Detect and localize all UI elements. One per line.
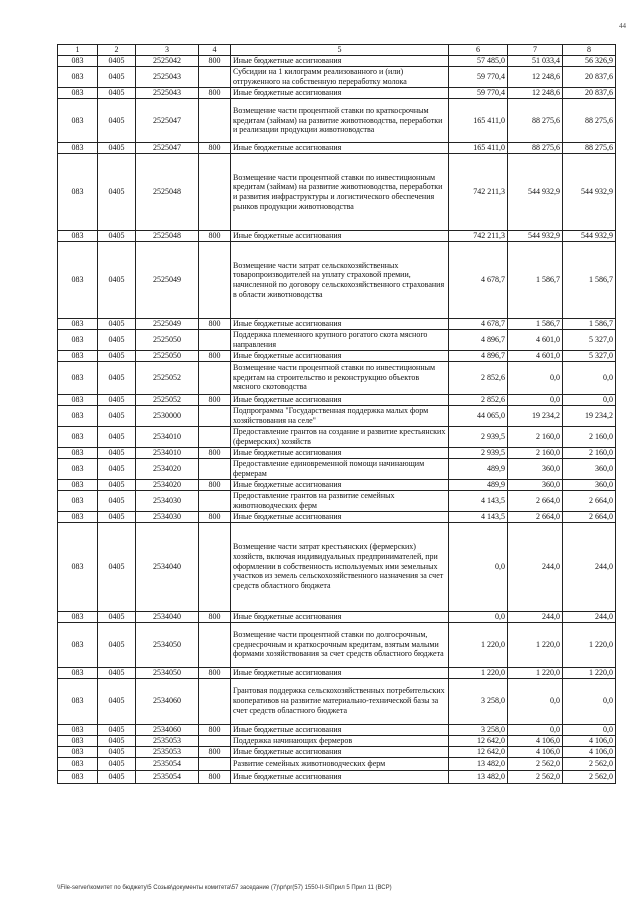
target-article-cell: 2534050 bbox=[136, 622, 199, 667]
target-article-cell: 2525047 bbox=[136, 143, 199, 154]
target-article-cell: 2525052 bbox=[136, 361, 199, 394]
expense-type-cell bbox=[199, 622, 231, 667]
code-cell: 083 bbox=[58, 405, 98, 426]
table-row bbox=[58, 667, 616, 678]
amount-cell-6: 2 852,6 bbox=[449, 394, 508, 405]
amount-cell-8: 2 160,0 bbox=[563, 426, 616, 447]
description-cell: Иные бюджетные ассигнования bbox=[231, 479, 449, 490]
description-cell: Развитие семейных животноводческих ферм bbox=[231, 757, 449, 770]
code-cell: 083 bbox=[58, 242, 98, 319]
table-body bbox=[58, 45, 616, 784]
target-article-cell: 2534010 bbox=[136, 426, 199, 447]
table-row bbox=[58, 511, 616, 522]
section-cell: 0405 bbox=[98, 511, 136, 522]
amount-cell-7: 1 586,7 bbox=[508, 319, 563, 330]
target-article-cell: 2535053 bbox=[136, 735, 199, 746]
section-cell: 0405 bbox=[98, 746, 136, 757]
amount-cell-7: 360,0 bbox=[508, 479, 563, 490]
table-row bbox=[58, 522, 616, 611]
expense-type-cell bbox=[199, 99, 231, 143]
amount-cell-8: 4 106,0 bbox=[563, 735, 616, 746]
amount-cell-6: 0,0 bbox=[449, 611, 508, 622]
table-row bbox=[58, 350, 616, 361]
expense-type-cell: 800 bbox=[199, 511, 231, 522]
section-cell: 0405 bbox=[98, 622, 136, 667]
section-cell: 0405 bbox=[98, 361, 136, 394]
amount-cell-7: 4 601,0 bbox=[508, 330, 563, 351]
section-cell: 0405 bbox=[98, 735, 136, 746]
header-cell: 4 bbox=[199, 45, 231, 56]
amount-cell-6: 2 939,5 bbox=[449, 447, 508, 458]
amount-cell-6: 59 770,4 bbox=[449, 88, 508, 99]
amount-cell-7: 0,0 bbox=[508, 678, 563, 724]
section-cell: 0405 bbox=[98, 490, 136, 511]
table-row bbox=[58, 330, 616, 351]
amount-cell-6: 4 896,7 bbox=[449, 330, 508, 351]
description-cell: Возмещение части процентной ставки по краткосрочным кредитам (займам) на развитие животноводства, переработки и реализации продукции животноводства bbox=[231, 99, 449, 143]
header-cell: 2 bbox=[98, 45, 136, 56]
target-article-cell: 2525050 bbox=[136, 350, 199, 361]
description-cell: Иные бюджетные ассигнования bbox=[231, 724, 449, 735]
amount-cell-8: 360,0 bbox=[563, 479, 616, 490]
amount-cell-8: 544 932,9 bbox=[563, 154, 616, 231]
description-cell: Предоставление грантов на развитие семейных животноводческих ферм bbox=[231, 490, 449, 511]
expense-type-cell bbox=[199, 154, 231, 231]
amount-cell-7: 12 248,6 bbox=[508, 88, 563, 99]
section-cell: 0405 bbox=[98, 458, 136, 479]
code-cell: 083 bbox=[58, 667, 98, 678]
amount-cell-8: 1 586,7 bbox=[563, 319, 616, 330]
target-article-cell: 2525042 bbox=[136, 56, 199, 67]
description-cell: Субсидии на 1 килограмм реализованного и (или) отгруженного на собственную переработку молока bbox=[231, 67, 449, 88]
code-cell: 083 bbox=[58, 735, 98, 746]
amount-cell-8: 360,0 bbox=[563, 458, 616, 479]
expense-type-cell bbox=[199, 490, 231, 511]
amount-cell-8: 2 562,0 bbox=[563, 757, 616, 770]
section-cell: 0405 bbox=[98, 350, 136, 361]
amount-cell-7: 244,0 bbox=[508, 611, 563, 622]
amount-cell-6: 3 258,0 bbox=[449, 724, 508, 735]
code-cell: 083 bbox=[58, 746, 98, 757]
amount-cell-6: 742 211,3 bbox=[449, 231, 508, 242]
code-cell: 083 bbox=[58, 394, 98, 405]
section-cell: 0405 bbox=[98, 770, 136, 783]
amount-cell-6: 12 642,0 bbox=[449, 735, 508, 746]
target-article-cell: 2534040 bbox=[136, 522, 199, 611]
expense-type-cell: 800 bbox=[199, 88, 231, 99]
amount-cell-8: 19 234,2 bbox=[563, 405, 616, 426]
amount-cell-6: 4 678,7 bbox=[449, 242, 508, 319]
target-article-cell: 2535053 bbox=[136, 746, 199, 757]
amount-cell-7: 244,0 bbox=[508, 522, 563, 611]
amount-cell-7: 51 033,4 bbox=[508, 56, 563, 67]
description-cell: Поддержка племенного крупного рогатого скота мясного направления bbox=[231, 330, 449, 351]
target-article-cell: 2534020 bbox=[136, 479, 199, 490]
section-cell: 0405 bbox=[98, 154, 136, 231]
code-cell: 083 bbox=[58, 458, 98, 479]
description-cell: Возмещение части процентной ставки по инвестиционным кредитам (займам) на развитие животноводства, переработки и развития инфраструктуры и логистического обеспечения рынков продукции животноводства bbox=[231, 154, 449, 231]
code-cell: 083 bbox=[58, 522, 98, 611]
amount-cell-7: 2 664,0 bbox=[508, 490, 563, 511]
expense-type-cell: 800 bbox=[199, 143, 231, 154]
table-row bbox=[58, 143, 616, 154]
section-cell: 0405 bbox=[98, 405, 136, 426]
amount-cell-7: 2 160,0 bbox=[508, 426, 563, 447]
description-cell: Иные бюджетные ассигнования bbox=[231, 143, 449, 154]
expense-type-cell bbox=[199, 678, 231, 724]
code-cell: 083 bbox=[58, 56, 98, 67]
expense-type-cell bbox=[199, 242, 231, 319]
amount-cell-7: 88 275,6 bbox=[508, 143, 563, 154]
amount-cell-8: 1 586,7 bbox=[563, 242, 616, 319]
code-cell: 083 bbox=[58, 490, 98, 511]
expense-type-cell: 800 bbox=[199, 447, 231, 458]
description-cell: Предоставление грантов на создание и развитие крестьянских (фермерских) хозяйств bbox=[231, 426, 449, 447]
page-number: 44 bbox=[619, 22, 626, 30]
table-row bbox=[58, 67, 616, 88]
target-article-cell: 2525049 bbox=[136, 319, 199, 330]
amount-cell-8: 4 106,0 bbox=[563, 746, 616, 757]
target-article-cell: 2534030 bbox=[136, 511, 199, 522]
description-cell: Грантовая поддержка сельскохозяйственных потребительских кооперативов на развитие материально-технической базы за счет средств областного бюджета bbox=[231, 678, 449, 724]
target-article-cell: 2534060 bbox=[136, 724, 199, 735]
amount-cell-7: 88 275,6 bbox=[508, 99, 563, 143]
file-path-footer: \\File-server\комитет по бюджету\5 Созыв\документы комитета\57 заседание (7)\pr\pr(57) 1550-II-5\Прил 5 Прил 11 (ВСР) bbox=[57, 885, 392, 891]
table-row bbox=[58, 622, 616, 667]
amount-cell-7: 1 586,7 bbox=[508, 242, 563, 319]
target-article-cell: 2525047 bbox=[136, 99, 199, 143]
section-cell: 0405 bbox=[98, 143, 136, 154]
table-row bbox=[58, 426, 616, 447]
description-cell: Иные бюджетные ассигнования bbox=[231, 319, 449, 330]
code-cell: 083 bbox=[58, 426, 98, 447]
description-cell: Поддержка начинающих фермеров bbox=[231, 735, 449, 746]
table-row bbox=[58, 678, 616, 724]
amount-cell-8: 0,0 bbox=[563, 678, 616, 724]
target-article-cell: 2530000 bbox=[136, 405, 199, 426]
table-row bbox=[58, 746, 616, 757]
header-cell: 6 bbox=[449, 45, 508, 56]
header-cell: 7 bbox=[508, 45, 563, 56]
amount-cell-7: 4 106,0 bbox=[508, 746, 563, 757]
amount-cell-8: 0,0 bbox=[563, 724, 616, 735]
amount-cell-8: 2 160,0 bbox=[563, 447, 616, 458]
target-article-cell: 2525048 bbox=[136, 231, 199, 242]
description-cell: Иные бюджетные ассигнования bbox=[231, 231, 449, 242]
section-cell: 0405 bbox=[98, 394, 136, 405]
amount-cell-7: 0,0 bbox=[508, 361, 563, 394]
amount-cell-6: 165 411,0 bbox=[449, 99, 508, 143]
description-cell: Возмещение части процентной ставки по инвестиционным кредитам на строительство и реконструкцию объектов мясного скотоводства bbox=[231, 361, 449, 394]
code-cell: 083 bbox=[58, 67, 98, 88]
description-cell: Иные бюджетные ассигнования bbox=[231, 770, 449, 783]
description-cell: Подпрограмма "Государственная поддержка малых форм хозяйствования на селе" bbox=[231, 405, 449, 426]
target-article-cell: 2525052 bbox=[136, 394, 199, 405]
code-cell: 083 bbox=[58, 511, 98, 522]
section-cell: 0405 bbox=[98, 611, 136, 622]
amount-cell-8: 20 837,6 bbox=[563, 67, 616, 88]
amount-cell-6: 489,9 bbox=[449, 458, 508, 479]
header-cell: 5 bbox=[231, 45, 449, 56]
amount-cell-8: 0,0 bbox=[563, 361, 616, 394]
code-cell: 083 bbox=[58, 611, 98, 622]
target-article-cell: 2534040 bbox=[136, 611, 199, 622]
amount-cell-7: 0,0 bbox=[508, 724, 563, 735]
amount-cell-8: 1 220,0 bbox=[563, 667, 616, 678]
amount-cell-6: 1 220,0 bbox=[449, 667, 508, 678]
amount-cell-7: 1 220,0 bbox=[508, 667, 563, 678]
target-article-cell: 2534020 bbox=[136, 458, 199, 479]
section-cell: 0405 bbox=[98, 724, 136, 735]
amount-cell-8: 2 664,0 bbox=[563, 490, 616, 511]
amount-cell-8: 2 664,0 bbox=[563, 511, 616, 522]
section-cell: 0405 bbox=[98, 667, 136, 678]
amount-cell-7: 2 562,0 bbox=[508, 770, 563, 783]
expense-type-cell: 800 bbox=[199, 770, 231, 783]
amount-cell-7: 2 664,0 bbox=[508, 511, 563, 522]
code-cell: 083 bbox=[58, 350, 98, 361]
amount-cell-7: 0,0 bbox=[508, 394, 563, 405]
section-cell: 0405 bbox=[98, 522, 136, 611]
amount-cell-8: 544 932,9 bbox=[563, 231, 616, 242]
description-cell: Предоставление единовременной помощи начинающим фермерам bbox=[231, 458, 449, 479]
amount-cell-6: 12 642,0 bbox=[449, 746, 508, 757]
expense-type-cell: 800 bbox=[199, 724, 231, 735]
description-cell: Иные бюджетные ассигнования bbox=[231, 611, 449, 622]
section-cell: 0405 bbox=[98, 242, 136, 319]
code-cell: 083 bbox=[58, 319, 98, 330]
expense-type-cell: 800 bbox=[199, 319, 231, 330]
expense-type-cell bbox=[199, 426, 231, 447]
code-cell: 083 bbox=[58, 770, 98, 783]
section-cell: 0405 bbox=[98, 330, 136, 351]
code-cell: 083 bbox=[58, 724, 98, 735]
section-cell: 0405 bbox=[98, 678, 136, 724]
amount-cell-7: 4 106,0 bbox=[508, 735, 563, 746]
target-article-cell: 2534050 bbox=[136, 667, 199, 678]
expense-type-cell: 800 bbox=[199, 394, 231, 405]
target-article-cell: 2525050 bbox=[136, 330, 199, 351]
table-row bbox=[58, 242, 616, 319]
code-cell: 083 bbox=[58, 88, 98, 99]
amount-cell-7: 4 601,0 bbox=[508, 350, 563, 361]
code-cell: 083 bbox=[58, 99, 98, 143]
target-article-cell: 2535054 bbox=[136, 770, 199, 783]
code-cell: 083 bbox=[58, 757, 98, 770]
table-row bbox=[58, 231, 616, 242]
table-row bbox=[58, 361, 616, 394]
code-cell: 083 bbox=[58, 678, 98, 724]
expense-type-cell bbox=[199, 361, 231, 394]
header-row bbox=[58, 45, 616, 56]
table-row bbox=[58, 490, 616, 511]
header-cell: 3 bbox=[136, 45, 199, 56]
amount-cell-8: 88 275,6 bbox=[563, 143, 616, 154]
section-cell: 0405 bbox=[98, 479, 136, 490]
table-row bbox=[58, 724, 616, 735]
amount-cell-7: 1 220,0 bbox=[508, 622, 563, 667]
code-cell: 083 bbox=[58, 231, 98, 242]
section-cell: 0405 bbox=[98, 99, 136, 143]
expense-type-cell bbox=[199, 330, 231, 351]
expense-type-cell: 800 bbox=[199, 667, 231, 678]
table-row bbox=[58, 458, 616, 479]
section-cell: 0405 bbox=[98, 88, 136, 99]
code-cell: 083 bbox=[58, 330, 98, 351]
expense-type-cell: 800 bbox=[199, 350, 231, 361]
expense-type-cell bbox=[199, 67, 231, 88]
amount-cell-8: 88 275,6 bbox=[563, 99, 616, 143]
description-cell: Возмещение части процентной ставки по долгосрочным, среднесрочным и краткосрочным кредитам, взятым малыми формами хозяйствования за счет средств областного бюджета bbox=[231, 622, 449, 667]
table-row bbox=[58, 735, 616, 746]
amount-cell-6: 742 211,3 bbox=[449, 154, 508, 231]
amount-cell-7: 2 562,0 bbox=[508, 757, 563, 770]
amount-cell-7: 544 932,9 bbox=[508, 231, 563, 242]
description-cell: Иные бюджетные ассигнования bbox=[231, 667, 449, 678]
amount-cell-8: 244,0 bbox=[563, 611, 616, 622]
description-cell: Возмещение части затрат сельскохозяйственных товаропроизводителей на уплату страховой премии, начисленной по договору сельскохозяйственного страхования в области животноводства bbox=[231, 242, 449, 319]
target-article-cell: 2525043 bbox=[136, 88, 199, 99]
amount-cell-8: 56 326,9 bbox=[563, 56, 616, 67]
table-row bbox=[58, 99, 616, 143]
amount-cell-6: 44 065,0 bbox=[449, 405, 508, 426]
table-row bbox=[58, 394, 616, 405]
section-cell: 0405 bbox=[98, 447, 136, 458]
amount-cell-7: 19 234,2 bbox=[508, 405, 563, 426]
amount-cell-8: 5 327,0 bbox=[563, 330, 616, 351]
expense-type-cell: 800 bbox=[199, 56, 231, 67]
table-row bbox=[58, 88, 616, 99]
code-cell: 083 bbox=[58, 143, 98, 154]
amount-cell-8: 2 562,0 bbox=[563, 770, 616, 783]
amount-cell-6: 3 258,0 bbox=[449, 678, 508, 724]
description-cell: Иные бюджетные ассигнования bbox=[231, 511, 449, 522]
section-cell: 0405 bbox=[98, 56, 136, 67]
table-row bbox=[58, 319, 616, 330]
target-article-cell: 2525048 bbox=[136, 154, 199, 231]
amount-cell-7: 544 932,9 bbox=[508, 154, 563, 231]
amount-cell-6: 165 411,0 bbox=[449, 143, 508, 154]
amount-cell-6: 4 896,7 bbox=[449, 350, 508, 361]
code-cell: 083 bbox=[58, 479, 98, 490]
section-cell: 0405 bbox=[98, 231, 136, 242]
budget-table bbox=[57, 44, 616, 784]
amount-cell-8: 244,0 bbox=[563, 522, 616, 611]
table-row bbox=[58, 56, 616, 67]
description-cell: Иные бюджетные ассигнования bbox=[231, 56, 449, 67]
amount-cell-7: 12 248,6 bbox=[508, 67, 563, 88]
code-cell: 083 bbox=[58, 154, 98, 231]
description-cell: Иные бюджетные ассигнования bbox=[231, 394, 449, 405]
expense-type-cell bbox=[199, 735, 231, 746]
table-row bbox=[58, 447, 616, 458]
target-article-cell: 2534010 bbox=[136, 447, 199, 458]
header-cell: 1 bbox=[58, 45, 98, 56]
amount-cell-6: 4 143,5 bbox=[449, 511, 508, 522]
target-article-cell: 2525049 bbox=[136, 242, 199, 319]
amount-cell-7: 360,0 bbox=[508, 458, 563, 479]
code-cell: 083 bbox=[58, 361, 98, 394]
expense-type-cell bbox=[199, 757, 231, 770]
amount-cell-6: 4 678,7 bbox=[449, 319, 508, 330]
expense-type-cell: 800 bbox=[199, 231, 231, 242]
amount-cell-6: 1 220,0 bbox=[449, 622, 508, 667]
expense-type-cell: 800 bbox=[199, 479, 231, 490]
code-cell: 083 bbox=[58, 622, 98, 667]
target-article-cell: 2525043 bbox=[136, 67, 199, 88]
expense-type-cell bbox=[199, 522, 231, 611]
table-row bbox=[58, 770, 616, 783]
expense-type-cell bbox=[199, 458, 231, 479]
amount-cell-6: 2 939,5 bbox=[449, 426, 508, 447]
amount-cell-8: 20 837,6 bbox=[563, 88, 616, 99]
amount-cell-6: 4 143,5 bbox=[449, 490, 508, 511]
table-row bbox=[58, 757, 616, 770]
amount-cell-6: 13 482,0 bbox=[449, 770, 508, 783]
amount-cell-6: 59 770,4 bbox=[449, 67, 508, 88]
amount-cell-6: 2 852,6 bbox=[449, 361, 508, 394]
section-cell: 0405 bbox=[98, 67, 136, 88]
target-article-cell: 2534060 bbox=[136, 678, 199, 724]
section-cell: 0405 bbox=[98, 757, 136, 770]
table-row bbox=[58, 154, 616, 231]
table-row bbox=[58, 611, 616, 622]
table-row bbox=[58, 479, 616, 490]
amount-cell-8: 5 327,0 bbox=[563, 350, 616, 361]
amount-cell-6: 57 485,0 bbox=[449, 56, 508, 67]
expense-type-cell: 800 bbox=[199, 611, 231, 622]
section-cell: 0405 bbox=[98, 319, 136, 330]
amount-cell-7: 2 160,0 bbox=[508, 447, 563, 458]
code-cell: 083 bbox=[58, 447, 98, 458]
amount-cell-8: 1 220,0 bbox=[563, 622, 616, 667]
target-article-cell: 2534030 bbox=[136, 490, 199, 511]
description-cell: Иные бюджетные ассигнования bbox=[231, 350, 449, 361]
description-cell: Возмещение части затрат крестьянских (фермерских) хозяйств, включая индивидуальных предпринимателей, при оформлении в собственность используемых ими земельных участков из земель сельскохозяйственного назначения за счет средств областного бюджета bbox=[231, 522, 449, 611]
amount-cell-6: 489,9 bbox=[449, 479, 508, 490]
expense-type-cell: 800 bbox=[199, 746, 231, 757]
table-row bbox=[58, 405, 616, 426]
amount-cell-6: 13 482,0 bbox=[449, 757, 508, 770]
expense-type-cell bbox=[199, 405, 231, 426]
description-cell: Иные бюджетные ассигнования bbox=[231, 746, 449, 757]
amount-cell-6: 0,0 bbox=[449, 522, 508, 611]
amount-cell-8: 0,0 bbox=[563, 394, 616, 405]
header-cell: 8 bbox=[563, 45, 616, 56]
description-cell: Иные бюджетные ассигнования bbox=[231, 447, 449, 458]
description-cell: Иные бюджетные ассигнования bbox=[231, 88, 449, 99]
target-article-cell: 2535054 bbox=[136, 757, 199, 770]
section-cell: 0405 bbox=[98, 426, 136, 447]
